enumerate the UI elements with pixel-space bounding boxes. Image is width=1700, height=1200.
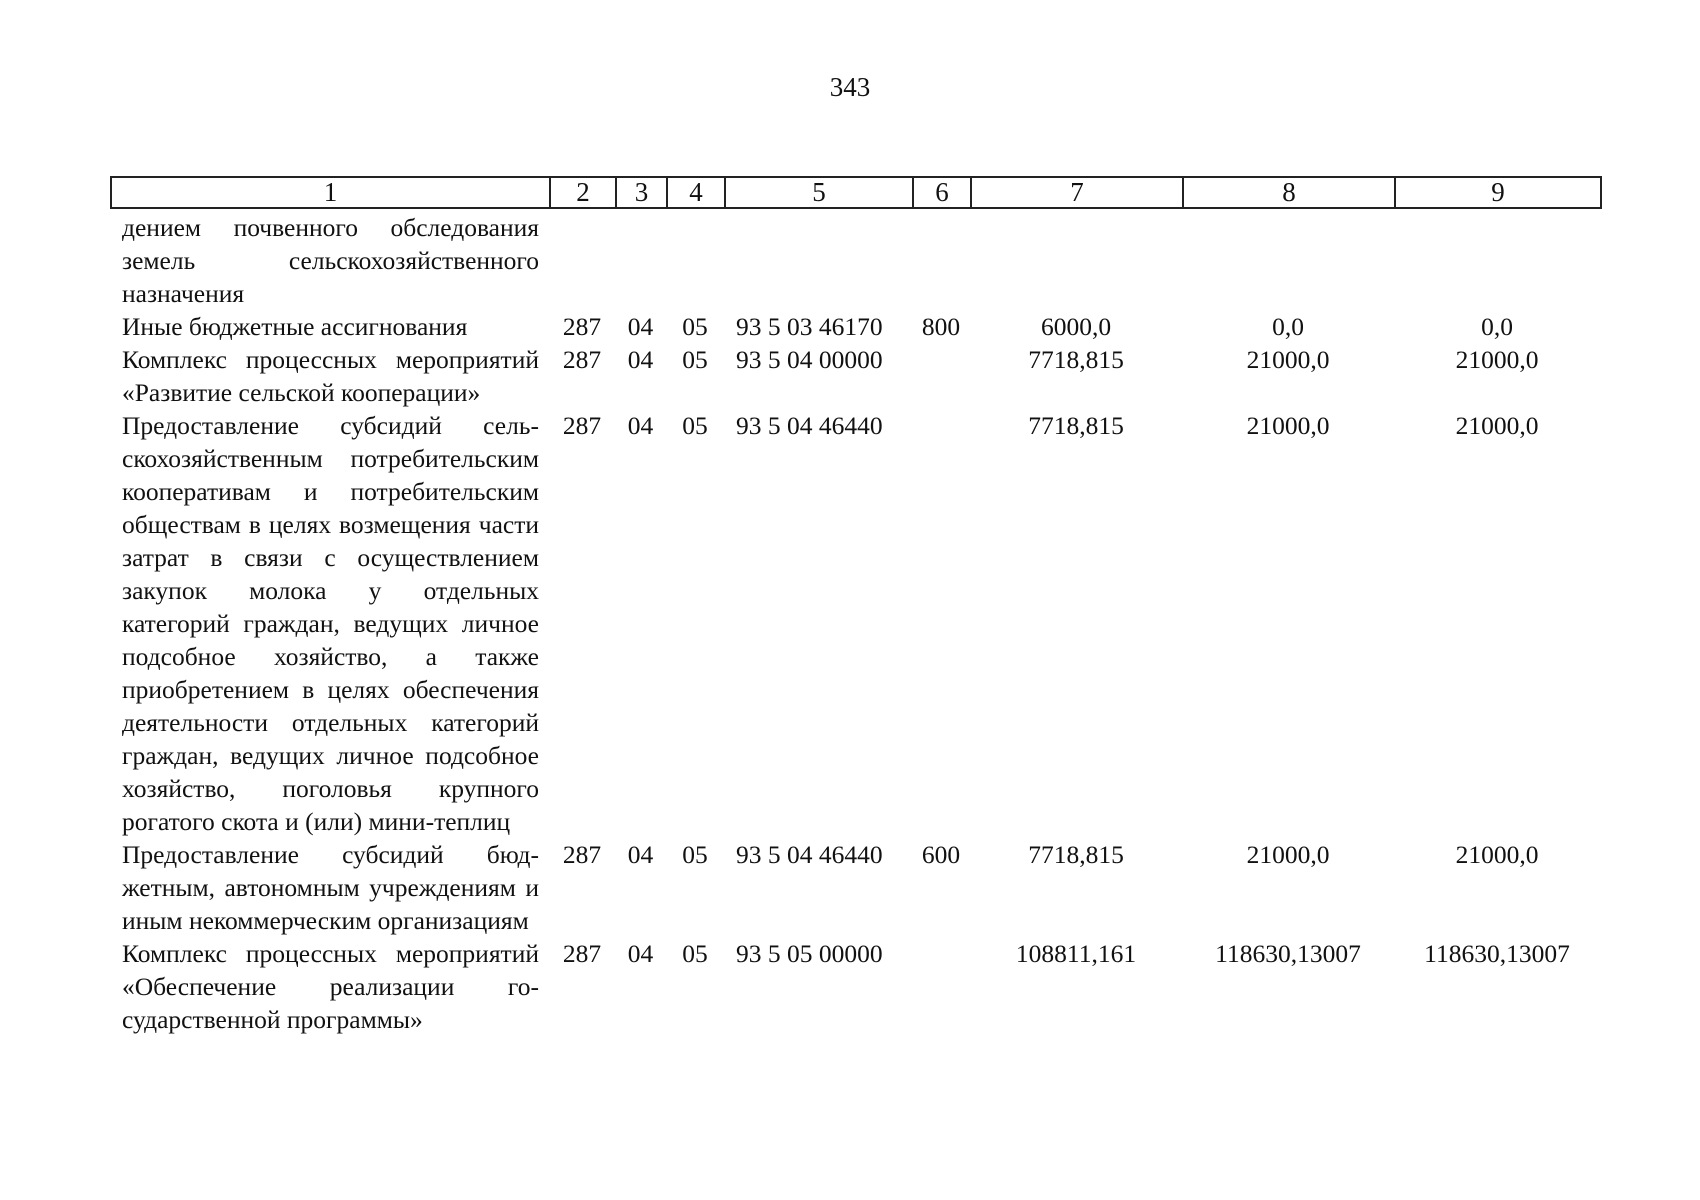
cell-col-9: 21000,0	[1455, 345, 1539, 374]
cell-col-4: 05	[682, 939, 708, 968]
header-col-5: 5	[725, 177, 913, 208]
cell-col-2: 287	[562, 939, 602, 968]
cell-col-8: 118630,13007	[1215, 939, 1361, 968]
table-row	[110, 838, 1600, 937]
cell-col-3: 04	[627, 312, 654, 341]
cell-col-5: 93 5 05 00000	[736, 939, 883, 968]
header-row	[111, 177, 1601, 208]
row-description: Иные бюджетные ассигнования	[122, 312, 468, 341]
cell-col-3: 04	[627, 939, 654, 968]
cell-col-8: 21000,0	[1246, 840, 1330, 869]
cell-col-8: 21000,0	[1246, 345, 1330, 374]
cell-col-5: 93 5 03 46170	[736, 312, 883, 341]
cell-col-9: 21000,0	[1455, 411, 1539, 440]
header-col-9: 9	[1395, 177, 1601, 208]
header-col-4: 4	[667, 177, 725, 208]
row-description: дением почвенного обследования земель сельскохозяйственного назначения	[122, 213, 539, 308]
cell-col-6: 800	[921, 312, 961, 341]
cell-col-6	[912, 211, 970, 310]
header-col-3: 3	[616, 177, 667, 208]
cell-col-5: 93 5 04 00000	[736, 345, 883, 374]
cell-col-5: 93 5 04 46440	[736, 411, 883, 440]
row-description: Комплекс процессных мероприятий «Развитие сельской кооперации»	[122, 345, 539, 407]
cell-col-7: 7718,815	[1028, 345, 1124, 374]
row-description: Комплекс процессных мероприятий «Обеспечение реализации государственной программы»	[122, 939, 539, 1034]
cell-col-4: 05	[682, 345, 708, 374]
cell-col-9: 118630,13007	[1424, 939, 1570, 968]
cell-col-7	[970, 211, 1182, 310]
cell-col-8	[1182, 211, 1394, 310]
cell-col-2: 287	[562, 840, 602, 869]
cell-col-7: 6000,0	[1040, 312, 1112, 341]
cell-col-2: 287	[562, 411, 602, 440]
header-col-1: 1	[111, 177, 550, 208]
cell-col-3: 04	[627, 411, 654, 440]
cell-col-7: 108811,161	[1015, 939, 1137, 968]
header-col-8: 8	[1183, 177, 1395, 208]
row-description: Предоставление субсидий сельскохозяйственным потребительским кооперативам и потребительским обществам в целях возмещения части затрат в связи с осуществлением закупок молока у отдельных категорий граждан, ведущих личное подсобное хозяйство, а также приобретением в целях обеспечения деятельности отдельных категорий граждан, ведущих личное подсобное хозяйство, поголовья крупного рогатого скота и (или) мини-теплиц	[122, 411, 539, 836]
cell-col-9: 21000,0	[1455, 840, 1539, 869]
header-col-7: 7	[971, 177, 1183, 208]
cell-col-4: 05	[682, 411, 708, 440]
row-description: Предоставление субсидий бюджетным, автономным учреждениям и иным некоммерческим организациям	[122, 840, 539, 935]
cell-col-2: 287	[562, 312, 602, 341]
cell-col-6	[912, 343, 970, 409]
table-row	[110, 343, 1600, 409]
header-col-6: 6	[913, 177, 971, 208]
cell-col-3	[615, 211, 666, 310]
cell-col-9	[1394, 211, 1600, 310]
cell-col-5: 93 5 04 46440	[736, 840, 883, 869]
cell-col-3: 04	[627, 840, 654, 869]
page-number: 343	[829, 72, 871, 102]
cell-col-9: 0,0	[1481, 312, 1513, 341]
cell-col-4: 05	[682, 840, 708, 869]
cell-col-4	[666, 211, 724, 310]
cell-col-6	[912, 937, 970, 1036]
table-row	[110, 310, 1600, 343]
header-col-2: 2	[550, 177, 616, 208]
table-row	[110, 409, 1600, 838]
budget-table	[110, 211, 1600, 1036]
cell-col-3: 04	[627, 345, 654, 374]
cell-col-8: 0,0	[1272, 312, 1304, 341]
table-row	[110, 211, 1600, 310]
cell-col-8: 21000,0	[1246, 411, 1330, 440]
cell-col-6	[912, 409, 970, 838]
column-header-table	[110, 176, 1602, 209]
table-row	[110, 937, 1600, 1036]
cell-col-6: 600	[921, 840, 961, 869]
cell-col-2	[549, 211, 615, 310]
cell-col-7: 7718,815	[1028, 840, 1124, 869]
cell-col-5	[724, 211, 912, 310]
cell-col-7: 7718,815	[1028, 411, 1124, 440]
cell-col-4: 05	[682, 312, 708, 341]
cell-col-2: 287	[562, 345, 602, 374]
